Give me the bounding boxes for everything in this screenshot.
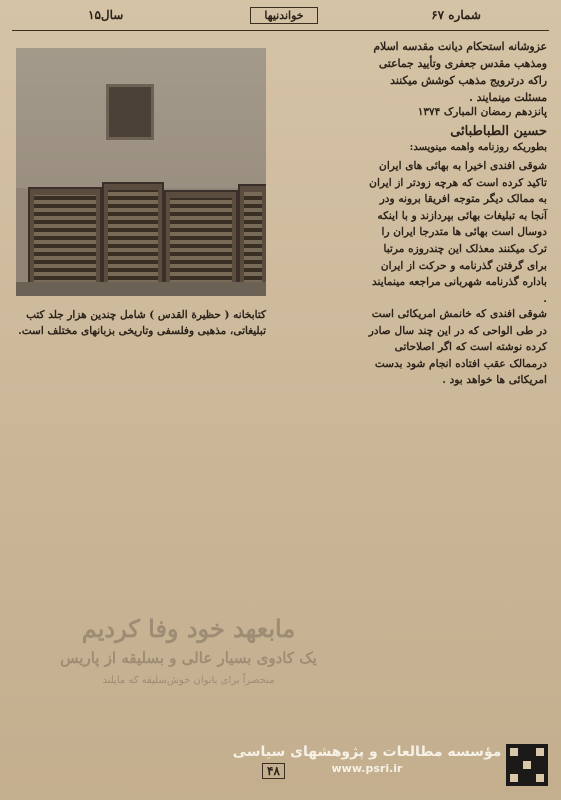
magazine-title: خواندنیها (250, 7, 318, 24)
article-paragraph: شوقی افندی اخیرا به بهائی های ایران تاکید کرده است که هرچه زودتر از ایران به ممالک دیگر متوجه افریقا برونه ودر آنجا به تبلیغات بهائی بپردازند و با اینکه دوسال است بهائی ها متدرجا ایران را ترک میکنند معذلک این چندروزه مرتبا برای گرفتن گذرنامه و حرکت از ایران باداره گذرنامه شهربانی مراجعه مینمایند . (369, 160, 547, 305)
article-author: حسین الطباطبائی (450, 124, 547, 139)
article-paragraph: شوقی افندی که خانمش امریکائی است در طی الواحی که در این چند سال صادر کرده نوشته است که اگر اصلاحاتی درممالک عقب افتاده انجام شود بدست امریکائی ها خواهد بود . (368, 308, 547, 387)
page-number: ۴۸ (262, 763, 285, 779)
bookcase (102, 182, 164, 296)
institute-logo-icon (506, 744, 548, 786)
issue-number: شماره ۶۷ (431, 8, 481, 22)
bookcase (164, 190, 238, 296)
watermark: مؤسسه مطالعات و پژوهشهای سیاسی www.psri.ir (232, 744, 502, 775)
header-rule (12, 30, 549, 31)
year-label: سال۱۵ (88, 8, 124, 22)
article-lead: عزوشانه استحکام دیانت مقدسه اسلام ومذهب مقدس جعفری وتأیید جماعتی راکه درترویج مذهب کوشش میکنند مسئلت مینمایند . (373, 40, 547, 104)
bookcase (28, 187, 102, 296)
wall-portrait (106, 84, 154, 140)
faded-column-right (372, 400, 547, 740)
article-date: پانزدهم رمضان المبارک ۱۳۷۴ (417, 106, 547, 118)
photo-caption: کتابخانه ( حظیرة القدس ) شامل چندین هزار جلد کتب تبلیغاتی، مذهبی وفلسفی وتاریخی بزبانهای مختلف است. (18, 309, 266, 337)
advertisement: مابعهد خود وفا کردیم یک کادوی بسیار عالی و بسلیقه از پاریس منحصراً برای بانوان خوش‌سلیقه که مایلند (60, 614, 317, 686)
bookcase (238, 184, 266, 296)
article-intro: بطوریکه روزنامه واهمه مینویسد: (409, 142, 547, 153)
faded-column-left (175, 345, 365, 580)
library-photo (16, 48, 266, 296)
